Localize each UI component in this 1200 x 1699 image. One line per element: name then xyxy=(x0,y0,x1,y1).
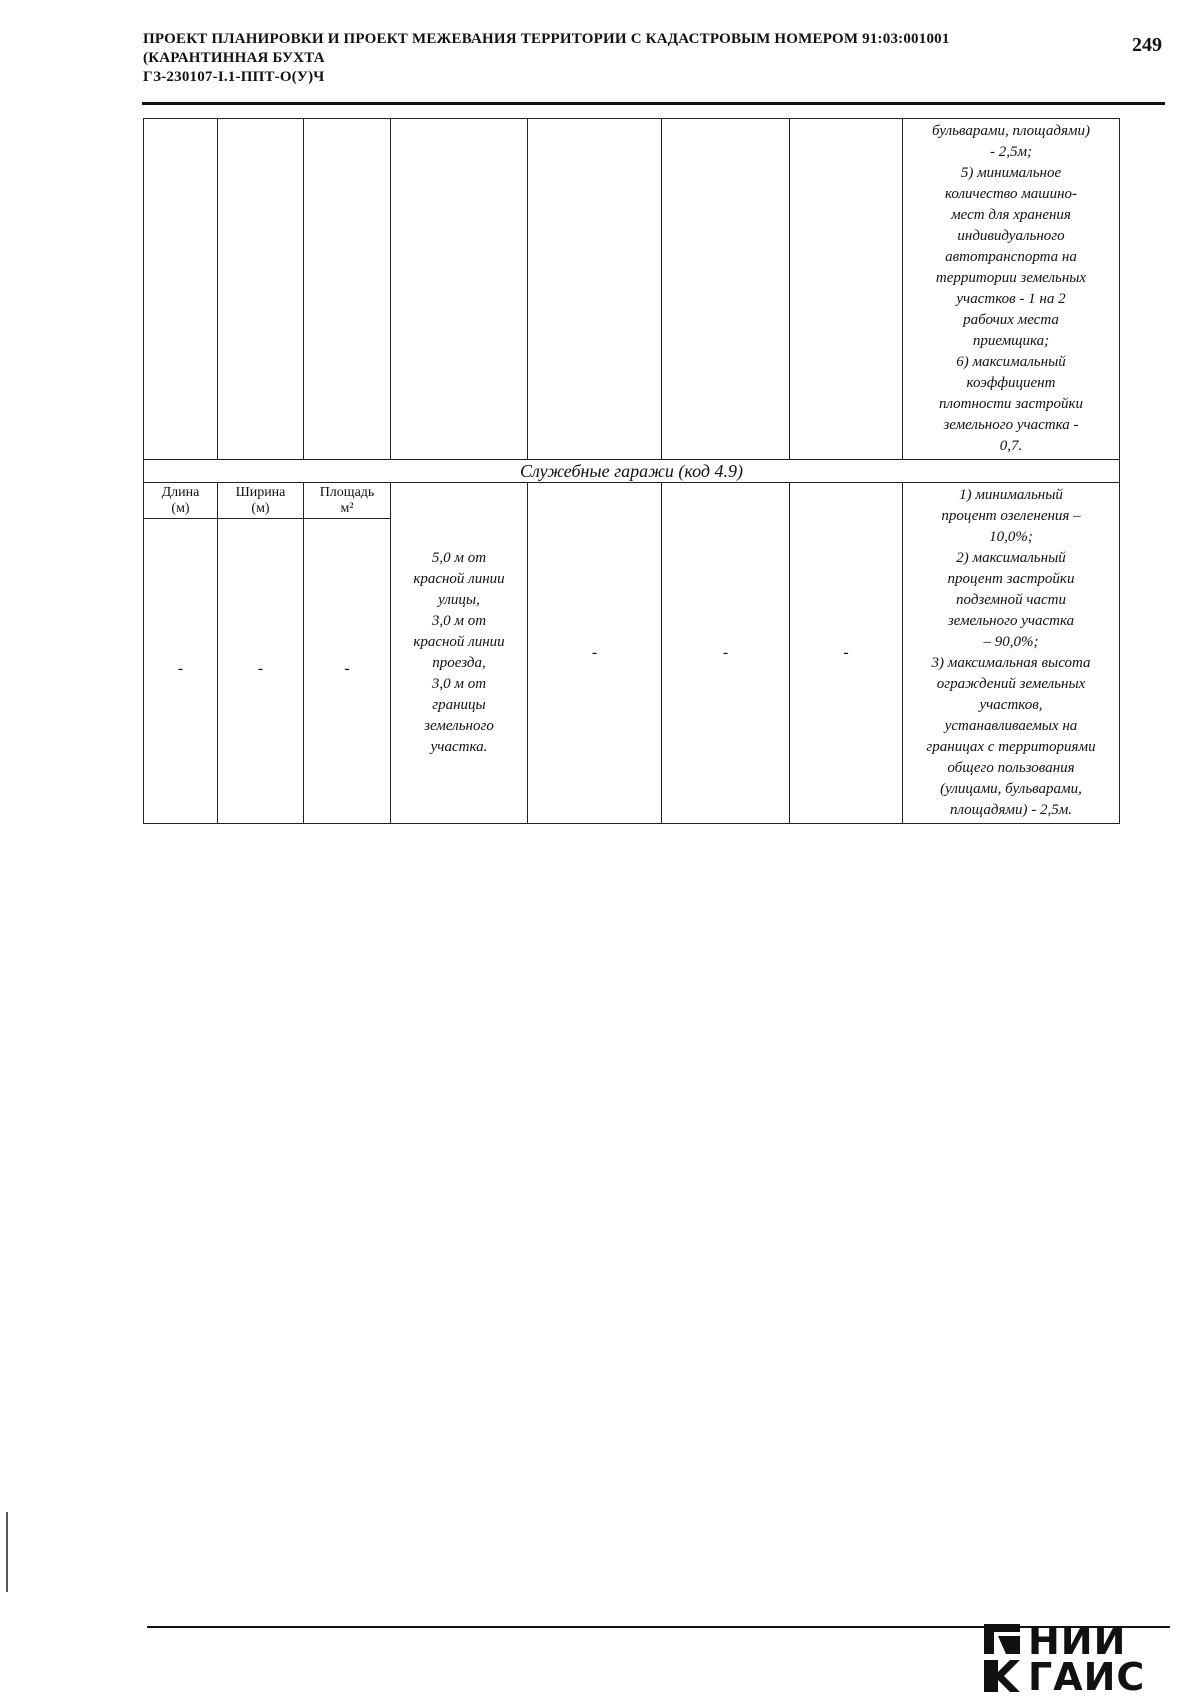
setback-text: 5,0 м от красной линии улицы, 3,0 м от красной линии проезда, 3,0 м от границы земельного участка. xyxy=(413,550,505,755)
header-document-code: ГЗ-230107-I.1-ППТ-О(У)Ч xyxy=(143,69,325,85)
params-cell xyxy=(903,483,1120,824)
params-continuation-text: бульварами, площадями) - 2,5м; 5) минимальное количество машино- мест для хранения индивидуального автотранспорта на территории земельных участков - 1 на 2 рабочих места приемщика; 6) максимальный коэффициент плотности застройки земельного участка - 0,7. xyxy=(932,123,1090,454)
company-logo xyxy=(980,1619,1170,1699)
setback-cell xyxy=(391,483,528,824)
area-header: Площадь м² xyxy=(304,483,390,519)
table-row-service-garages xyxy=(144,483,1120,824)
table-cell xyxy=(790,119,903,460)
document-header xyxy=(143,30,1103,87)
table-cell xyxy=(218,119,304,460)
table-cell xyxy=(528,119,662,460)
regulations-table xyxy=(143,118,1120,824)
area-value: - xyxy=(344,660,350,677)
section-title: Служебные гаражи (код 4.9) xyxy=(144,460,1120,483)
table-cell xyxy=(391,119,528,460)
header-divider xyxy=(142,102,1165,105)
width-header: Ширина (м) xyxy=(218,483,303,519)
table-cell-col6: - xyxy=(662,483,790,824)
length-header: Длина (м) xyxy=(144,483,217,519)
table-cell-col5: - xyxy=(528,483,662,824)
params-text: 1) минимальный процент озеленения – 10,0%; 2) максимальный процент застройки подземной части земельного участка – 90,0%; 3) максимальная высота ограждений земельных участков, устанавливаемых на границах с территориями общего пользования (улицами, бульварами, площадями) - 2,5м. xyxy=(926,487,1096,818)
length-value: - xyxy=(177,660,184,677)
area-cell xyxy=(304,483,391,824)
table-cell xyxy=(304,119,391,460)
margin-mark xyxy=(6,1512,8,1592)
length-cell xyxy=(144,483,218,824)
table-cell xyxy=(903,119,1120,460)
table-section-row xyxy=(144,460,1120,483)
header-title-line2: (КАРАНТИННАЯ БУХТА xyxy=(143,50,325,66)
table-cell xyxy=(144,119,218,460)
table-row-continuation xyxy=(144,119,1120,460)
table-cell xyxy=(662,119,790,460)
page-number: 249 xyxy=(1132,34,1162,56)
width-cell xyxy=(218,483,304,824)
logo-mark-icon xyxy=(980,1620,1024,1696)
logo-text-line2: ГАИС xyxy=(1028,1655,1146,1699)
table-cell-col7: - xyxy=(790,483,903,824)
header-title-line1: ПРОЕКТ ПЛАНИРОВКИ И ПРОЕКТ МЕЖЕВАНИЯ ТЕРРИТОРИИ С КАДАСТРОВЫМ НОМЕРОМ 91:03:001001 xyxy=(143,31,950,47)
width-value: - xyxy=(257,660,264,677)
logo-text-line1: НИИ xyxy=(1028,1619,1127,1663)
